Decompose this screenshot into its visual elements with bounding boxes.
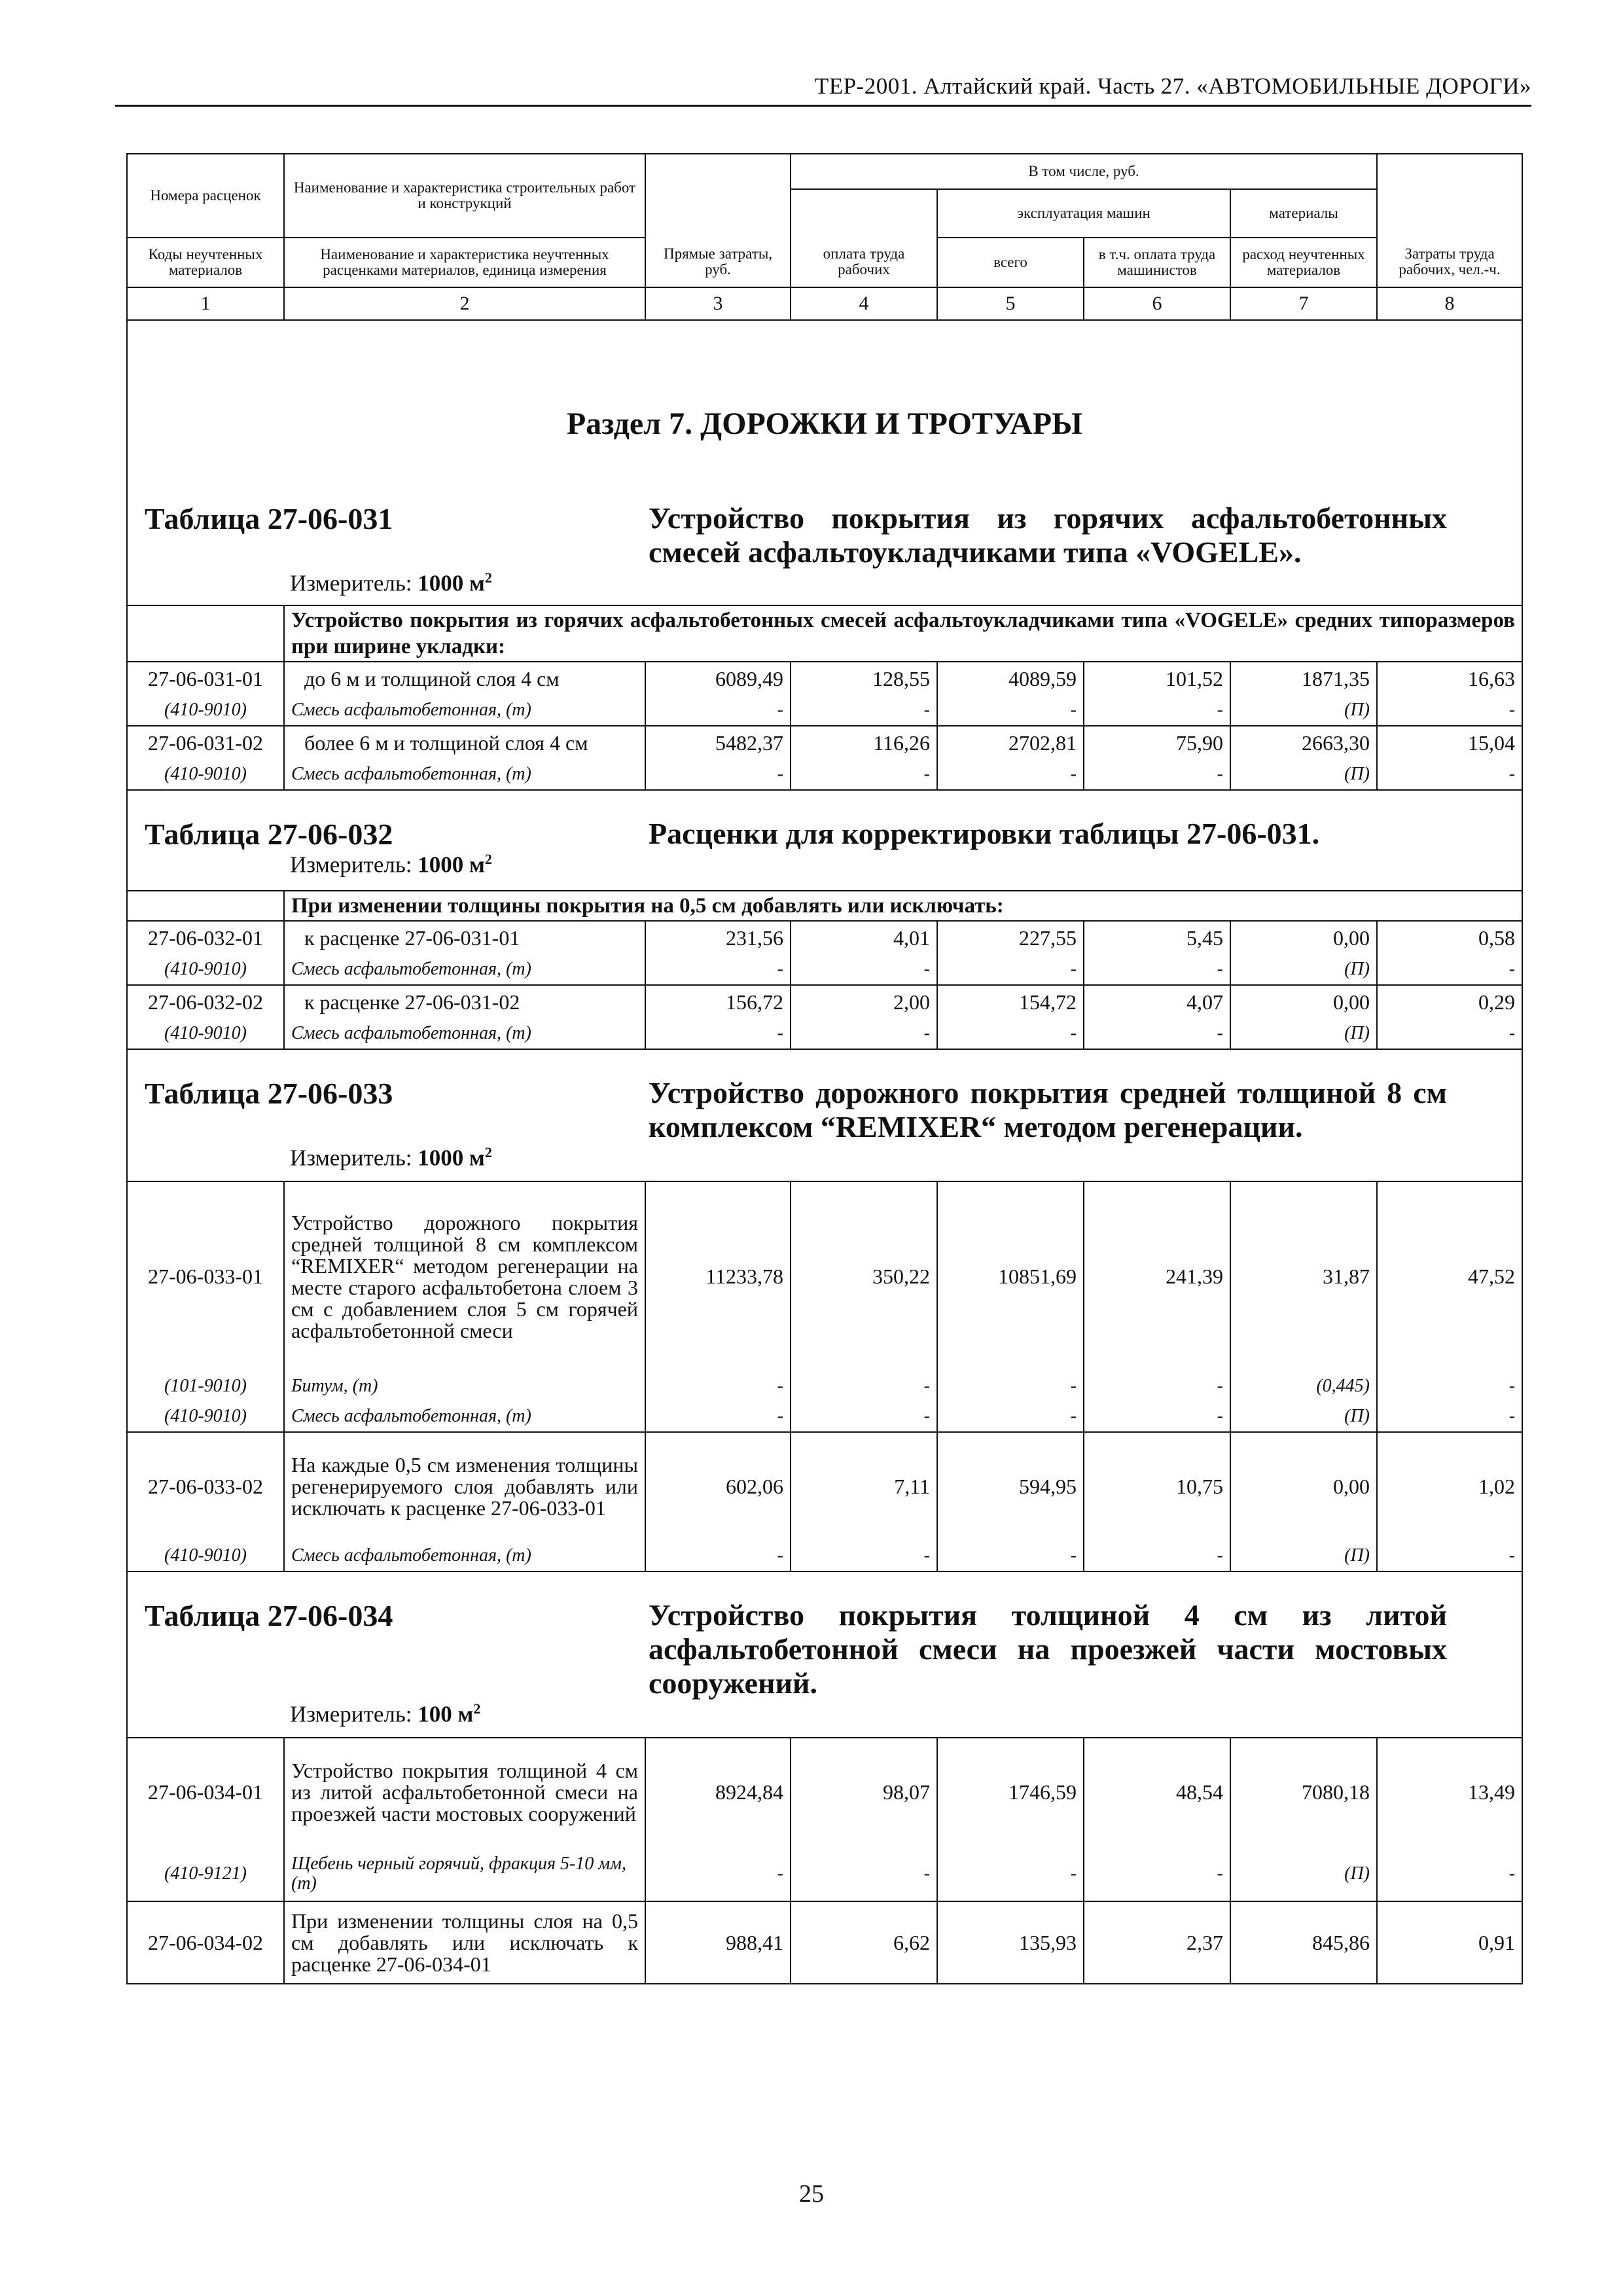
material-name: Смесь асфальтобетонная, (т) <box>284 1401 645 1432</box>
machines-total: 2702,81 <box>937 726 1084 759</box>
labor-hours: 0,29 <box>1377 985 1522 1018</box>
labor-pay: 98,07 <box>791 1738 937 1846</box>
header-rule <box>115 105 1531 107</box>
labor-pay: 7,11 <box>791 1432 937 1541</box>
material-code: (410-9010) <box>127 954 284 985</box>
materials-cost: 31,87 <box>1230 1181 1377 1371</box>
value-cell: (П) <box>1230 759 1377 790</box>
material-name: Смесь асфальтобетонная, (т) <box>284 1541 645 1571</box>
material-code: (410-9121) <box>127 1846 284 1901</box>
table-title: Устройство покрытия толщиной 4 см из литой асфальтобетонной смеси на проезжей части мостовых сооружений. <box>649 1598 1447 1700</box>
direct-cost: 602,06 <box>645 1432 791 1541</box>
labor-pay: 350,22 <box>791 1181 937 1371</box>
machines-total: 594,95 <box>937 1432 1084 1541</box>
operators-pay: 5,45 <box>1084 921 1230 954</box>
rate-name: На каждые 0,5 см изменения толщины регенерируемого слоя добавлять или исключать к расценке 27-06-033-01 <box>284 1432 645 1541</box>
value-cell: - <box>645 1018 791 1049</box>
labor-pay: 4,01 <box>791 921 937 954</box>
value-cell: (П) <box>1230 1401 1377 1432</box>
value-cell: - <box>645 1401 791 1432</box>
col7-header: расход неучтенных материалов <box>1230 238 1377 287</box>
labor-hours: 1,02 <box>1377 1432 1522 1541</box>
value-cell: - <box>645 1371 791 1401</box>
value-cell: - <box>1377 1846 1522 1901</box>
value-cell: - <box>791 759 937 790</box>
rate-name: более 6 м и толщиной слоя 4 см <box>284 726 645 759</box>
direct-cost: 11233,78 <box>645 1181 791 1371</box>
labor-hours: 13,49 <box>1377 1738 1522 1846</box>
col2-header-top: Наименование и характеристика строительных работ и конструкций <box>284 154 645 238</box>
material-code: (410-9010) <box>127 1018 284 1049</box>
material-name: Смесь асфальтобетонная, (т) <box>284 695 645 726</box>
labor-pay: 128,55 <box>791 662 937 695</box>
value-cell: - <box>1084 1401 1230 1432</box>
value-cell: - <box>937 1018 1084 1049</box>
rate-code: 27-06-032-01 <box>127 921 284 954</box>
meter-unit: Измеритель: 1000 $м^2$ <box>290 569 492 596</box>
rate-name: к расценке 27-06-031-01 <box>284 921 645 954</box>
table-label: Таблица 27-06-034 <box>145 1599 393 1632</box>
value-cell: - <box>791 1371 937 1401</box>
value-cell: - <box>1084 954 1230 985</box>
operators-pay: 101,52 <box>1084 662 1230 695</box>
value-cell: - <box>937 759 1084 790</box>
col1-header-bottom: Коды неучтенных материалов <box>127 238 284 287</box>
materials-cost: 2663,30 <box>1230 726 1377 759</box>
table-label: Таблица 27-06-031 <box>145 502 393 535</box>
operators-pay: 2,37 <box>1084 1901 1230 1984</box>
rate-code: 27-06-033-02 <box>127 1432 284 1541</box>
value-cell: - <box>937 954 1084 985</box>
value-cell: (П) <box>1230 954 1377 985</box>
value-cell: - <box>937 1401 1084 1432</box>
direct-cost: 8924,84 <box>645 1738 791 1846</box>
material-code: (410-9010) <box>127 1541 284 1571</box>
col3-header: Прямые затраты, руб. <box>645 154 791 287</box>
meter-unit: Измеритель: 1000 $м^2$ <box>290 851 492 878</box>
direct-cost: 5482,37 <box>645 726 791 759</box>
value-cell: - <box>1377 954 1522 985</box>
material-code: (410-9010) <box>127 1401 284 1432</box>
rate-code: 27-06-031-02 <box>127 726 284 759</box>
material-name: Битум, (т) <box>284 1371 645 1401</box>
material-name: Смесь асфальтобетонная, (т) <box>284 954 645 985</box>
rate-code: 27-06-034-01 <box>127 1738 284 1846</box>
rate-name: до 6 м и толщиной слоя 4 см <box>284 662 645 695</box>
material-code: (410-9010) <box>127 759 284 790</box>
machines-total: 4089,59 <box>937 662 1084 695</box>
value-cell: - <box>1084 1018 1230 1049</box>
material-code: (101-9010) <box>127 1371 284 1401</box>
col-number: 6 <box>1084 287 1230 320</box>
col-number: 1 <box>127 287 284 320</box>
value-cell: (П) <box>1230 695 1377 726</box>
value-cell: - <box>937 1541 1084 1571</box>
labor-hours: 0,58 <box>1377 921 1522 954</box>
col2-header-bottom: Наименование и характеристика неучтенных расценками материалов, единица измерения <box>284 238 645 287</box>
materials-cost: 0,00 <box>1230 1432 1377 1541</box>
materials-cost: 7080,18 <box>1230 1738 1377 1846</box>
value-cell: - <box>1377 759 1522 790</box>
value-cell: - <box>1377 1018 1522 1049</box>
col4-header: оплата труда рабочих <box>791 189 937 287</box>
material-name: Смесь асфальтобетонная, (т) <box>284 1018 645 1049</box>
table-label: Таблица 27-06-032 <box>145 817 393 851</box>
machines-total: 154,72 <box>937 985 1084 1018</box>
value-cell: - <box>645 759 791 790</box>
material-name: Щебень черный горячий, фракция 5-10 мм, (т) <box>284 1846 645 1901</box>
section-title: Раздел 7. ДОРОЖКИ И ТРОТУАРЫ <box>566 406 1083 441</box>
operators-pay: 241,39 <box>1084 1181 1230 1371</box>
value-cell: - <box>1084 1371 1230 1401</box>
incl-header: В том числе, руб. <box>791 154 1377 189</box>
col-number: 2 <box>284 287 645 320</box>
value-cell: - <box>1084 695 1230 726</box>
value-cell: (П) <box>1230 1846 1377 1901</box>
value-cell: - <box>791 954 937 985</box>
materials-cost: 0,00 <box>1230 921 1377 954</box>
rate-name: Устройство дорожного покрытия средней толщиной 8 см комплексом “REMIXER“ методом регенерации на месте старого асфальтобетона слоем 3 см с добавлением слоя 5 см горячей асфальтобетонной смеси <box>284 1181 645 1371</box>
col-number: 4 <box>791 287 937 320</box>
running-header: ТЕР-2001. Алтайский край. Часть 27. «АВТОМОБИЛЬНЫЕ ДОРОГИ» <box>814 73 1531 99</box>
machines-header: эксплуатация машин <box>937 189 1230 238</box>
value-cell: - <box>645 1846 791 1901</box>
materials-cost: 1871,35 <box>1230 662 1377 695</box>
col-number: 3 <box>645 287 791 320</box>
col-number: 7 <box>1230 287 1377 320</box>
value-cell: - <box>645 954 791 985</box>
labor-pay: 6,62 <box>791 1901 937 1984</box>
machines-total: 10851,69 <box>937 1181 1084 1371</box>
col8-header: Затраты труда рабочих, чел.-ч. <box>1377 154 1522 287</box>
rate-code: 27-06-031-01 <box>127 662 284 695</box>
meter-unit: Измеритель: 100 $м^2$ <box>290 1700 481 1727</box>
materials-cost: 845,86 <box>1230 1901 1377 1984</box>
materials-header: материалы <box>1230 189 1377 238</box>
group-title: Устройство покрытия из горячих асфальтобетонных смесей асфальтоукладчиками типа «VOGELE» средних типоразмеров при ширине укладки: <box>284 605 1522 662</box>
table-title: Устройство дорожного покрытия средней толщиной 8 см комплексом “REMIXER“ методом регенерации. <box>649 1076 1447 1143</box>
operators-pay: 10,75 <box>1084 1432 1230 1541</box>
table-label: Таблица 27-06-033 <box>145 1077 393 1110</box>
value-cell: - <box>645 1541 791 1571</box>
page-number: 25 <box>799 2180 824 2208</box>
group-title: При изменении толщины покрытия на 0,5 см добавлять или исключать: <box>284 891 1522 921</box>
value-cell: - <box>791 1541 937 1571</box>
table-title: Устройство покрытия из горячих асфальтобетонных смесей асфальтоукладчиками типа «VOGELE». <box>649 501 1447 569</box>
col-number: 5 <box>937 287 1084 320</box>
value-cell: - <box>791 1018 937 1049</box>
operators-pay: 75,90 <box>1084 726 1230 759</box>
col5-header: всего <box>937 238 1084 287</box>
meter-unit: Измеритель: 1000 $м^2$ <box>290 1144 492 1171</box>
value-cell: (0,445) <box>1230 1371 1377 1401</box>
direct-cost: 988,41 <box>645 1901 791 1984</box>
col1-header-top: Номера расценок <box>127 154 284 238</box>
direct-cost: 156,72 <box>645 985 791 1018</box>
value-cell: (П) <box>1230 1018 1377 1049</box>
value-cell: - <box>937 695 1084 726</box>
col6-header: в т.ч. оплата труда машинистов <box>1084 238 1230 287</box>
value-cell: - <box>1084 1846 1230 1901</box>
labor-hours: 16,63 <box>1377 662 1522 695</box>
value-cell: - <box>791 1846 937 1901</box>
rates-table <box>126 153 1523 1984</box>
rate-code: 27-06-034-02 <box>127 1901 284 1984</box>
value-cell: - <box>1377 1371 1522 1401</box>
rate-code: 27-06-032-02 <box>127 985 284 1018</box>
rate-name: Устройство покрытия толщиной 4 см из литой асфальтобетонной смеси на проезжей части мостовых сооружений <box>284 1738 645 1846</box>
direct-cost: 231,56 <box>645 921 791 954</box>
value-cell: - <box>937 1371 1084 1401</box>
value-cell: - <box>1377 1541 1522 1571</box>
value-cell: - <box>1377 695 1522 726</box>
material-name: Смесь асфальтобетонная, (т) <box>284 759 645 790</box>
value-cell: - <box>791 695 937 726</box>
machines-total: 1746,59 <box>937 1738 1084 1846</box>
labor-hours: 47,52 <box>1377 1181 1522 1371</box>
labor-hours: 0,91 <box>1377 1901 1522 1984</box>
rate-code: 27-06-033-01 <box>127 1181 284 1371</box>
labor-pay: 2,00 <box>791 985 937 1018</box>
value-cell: - <box>1084 759 1230 790</box>
table-title: Расценки для корректировки таблицы 27-06-031. <box>649 817 1320 850</box>
value-cell: - <box>1084 1541 1230 1571</box>
operators-pay: 4,07 <box>1084 985 1230 1018</box>
material-code: (410-9010) <box>127 695 284 726</box>
value-cell: - <box>791 1401 937 1432</box>
value-cell: - <box>645 695 791 726</box>
rate-name: к расценке 27-06-031-02 <box>284 985 645 1018</box>
machines-total: 135,93 <box>937 1901 1084 1984</box>
value-cell: - <box>1377 1401 1522 1432</box>
machines-total: 227,55 <box>937 921 1084 954</box>
labor-hours: 15,04 <box>1377 726 1522 759</box>
direct-cost: 6089,49 <box>645 662 791 695</box>
labor-pay: 116,26 <box>791 726 937 759</box>
value-cell: - <box>937 1846 1084 1901</box>
materials-cost: 0,00 <box>1230 985 1377 1018</box>
col-number: 8 <box>1377 287 1522 320</box>
operators-pay: 48,54 <box>1084 1738 1230 1846</box>
value-cell: (П) <box>1230 1541 1377 1571</box>
rate-name: При изменении толщины слоя на 0,5 см добавлять или исключать к расценке 27-06-034-01 <box>284 1901 645 1984</box>
